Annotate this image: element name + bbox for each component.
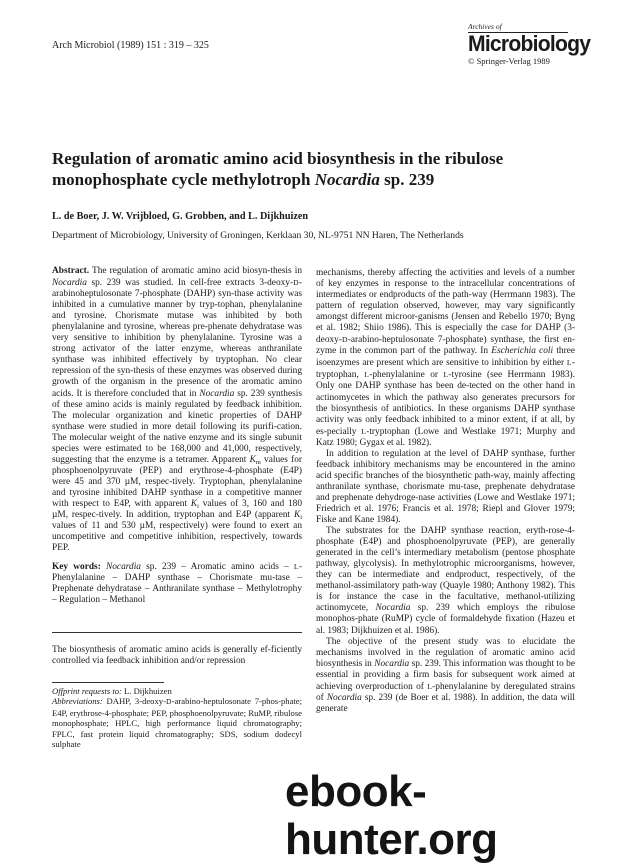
body-text: -phenylalanine by deregulated strains of <box>316 681 575 703</box>
keywords <box>52 561 302 606</box>
ki-symbol: K <box>293 510 301 521</box>
watermark: ebook-hunter.org <box>285 767 498 864</box>
abbreviations-note <box>52 696 302 749</box>
small-caps: D <box>341 335 348 345</box>
left-column <box>52 266 302 606</box>
abstract-text: values for phosphoenolpyruvate (PEP) and erythrose-4-phosphate (E4P) were 45 and 370 µM, respec-tively. Tryptophan, phenylalanine and tyrosine inhibited DAHP synthase in a competitive manner with respect to E4P, with apparent <box>52 454 303 509</box>
offprint-note <box>52 686 302 696</box>
small-caps: D <box>293 278 299 288</box>
keywords-label: Key words: <box>52 562 101 573</box>
abstract-text: sp. 239 was studied. In cell-free extracts 3-deoxy- <box>86 278 294 289</box>
small-caps: L <box>427 681 433 691</box>
journal-logo <box>468 22 591 72</box>
abbreviations-text: DAHP, 3-deoxy- <box>102 696 166 707</box>
km-symbol: K <box>249 454 256 465</box>
logo-subtitle: Archives of <box>468 22 568 33</box>
journal-reference: Arch Microbiol (1989) 151 : 319 – 325 <box>52 40 209 51</box>
body-text: three isoenzymes are present which are sensitive to inhibition by either <box>316 346 575 369</box>
footnotes <box>52 686 302 749</box>
body-text: -arabino-heptulosonate 7-phosphate) synthase, the first en-zyme in the common part of the pathway. In <box>316 335 575 357</box>
small-caps: D <box>165 697 172 707</box>
logo-wordmark: Microbiology <box>468 31 591 56</box>
article-title <box>52 148 572 190</box>
abstract-text: values of 11 and 530 µM, respectively) were found to exert an uncompetitive and competitive inhibition, respectively, towards PEP. <box>52 521 302 554</box>
abstract-label: Abstract. <box>52 266 90 276</box>
offprint-name: L. Dijkhuizen <box>121 686 172 696</box>
small-caps: L <box>566 358 572 368</box>
introduction-start: The biosynthesis of aromatic amino acids is generally ef-ficiently controlled via feedback inhibition and/or repression <box>52 645 302 667</box>
body-text: The objective of the present study was to elucidate the mechanisms involved in the regulation of aromatic amino acid biosynthesis in <box>316 636 575 669</box>
keywords-text: sp. 239 – Aromatic amino acids – <box>140 562 294 573</box>
ki-subscript: i <box>300 514 302 522</box>
small-caps: L <box>293 562 299 572</box>
organism-name: Nocardia <box>375 603 411 614</box>
small-caps: L <box>361 426 367 436</box>
small-caps: L <box>364 370 370 380</box>
keywords-text: -Phenylalanine – DAHP synthase – Chorismate mu-tase – Prephenate dehydratase – Anthranilate synthase – Methylotrophy – Regulation – Methanol <box>52 562 302 606</box>
offprint-label: Offprint requests to: <box>52 686 122 696</box>
body-text: -tryptophan, <box>316 358 575 381</box>
copyright-notice: © Springer-Verlag 1989 <box>468 56 550 66</box>
body-text: The substrates for the DAHP synthase reaction, eryth-rose-4-phosphate (E4P) and phosphoenolpyruvate (PEP), are generally generated in the cell’s intermediary metabolism (pentose phosphate pathway, glycolysis). In methylotrophic microorganisms, however, they can be intermediate and endproduct, respectively, of the methanol-assimilatory path-way (Quayle 1980; Anthony 1982). This is for instance the case in the facultative, methanol-utilizing actinomycete, <box>316 526 575 614</box>
organism-name: Nocardia <box>326 692 362 703</box>
abstract-text: -arabinoheptulosonate 7-phosphate (DAHP) syn-thase activity was inhibited in a cumulative manner by tryp-tophan, phenylalanine and tyrosine. Chorismate mutase was inhibited by both phenylalanine and tyrosine, whereas pre-phenate dehydratase was very sensitive to inhibition by phenylalanine. Tyrosine was a strong activator of the latter enzyme, whereas anthranilate synthase was inhibited effectively by tryptophan. No clear repression of the syn-thesis of these enzymes was observed during growth of the organism in the presence of the aromatic amino acids. It is therefore concluded that in <box>52 278 302 399</box>
body-text: sp. 239 which employs the ribulose monophos-phate (RuMP) cycle of formaldehyde fixation (Hazeu et al. 1983; Dijkhuizen et al. 1986). <box>316 603 575 636</box>
organism-name: Escherichia coli <box>491 346 554 357</box>
paragraph <box>316 268 575 449</box>
affiliation: Department of Microbiology, University of Groningen, Kerklaan 30, NL-9751 NN Haren, The Netherlands <box>52 230 464 241</box>
abstract-text: The regulation of aromatic amino acid biosyn-thesis in <box>89 266 302 276</box>
footnote-divider <box>52 682 164 683</box>
title-line-1: Regulation of aromatic amino acid biosynthesis in the ribulose <box>52 149 504 168</box>
title-line-2: monophosphate cycle methylotroph <box>52 170 315 189</box>
body-text: -tryptophan (Lowe and Westlake 1971; Murphy and Katz 1980; Gygax et al. 1982). <box>316 426 575 448</box>
body-text: mechanisms, thereby affecting the activities and levels of a number of key enzymes in response to the intracellular concentrations of intermediates or endproducts of the path-way (Herrmann 1983). The pattern of regulation observed, however, may vary significantly amongst different microor-ganisms (Jensen and Rebello 1970; Byng et al. 1982; Shiio 1986). This is especially the case for DAHP (3-deoxy- <box>316 268 575 346</box>
section-divider <box>52 632 302 633</box>
author-list: L. de Boer, J. W. Vrijbloed, G. Grobben, and L. Dijkhuizen <box>52 211 309 222</box>
organism-name: Nocardia <box>374 658 410 669</box>
paragraph: In addition to regulation at the level of DAHP synthase, further feedback inhibitory mechanisms may be encountered in the amino acid specific branches of the biosynthetic path-way, mainly affecting anthranilate synthase, chorismate mu-tase, prephenate dehydratase and prephenate dehydroge-nase activities (Lowe and Westlake 1971; Friedrich et al. 1976; Francis et al. 1978; Riepl and Glover 1979; Fiske and Kane 1984). <box>316 448 575 526</box>
keyword-genus: Nocardia <box>100 562 141 573</box>
body-text: sp. 239 (de Boer et al. 1988). In addition, the data will generate <box>316 692 575 714</box>
abbreviations-label: Abbreviations: <box>52 696 103 707</box>
paragraph <box>316 637 575 715</box>
right-column <box>316 268 575 715</box>
km-subscript: m <box>255 458 261 466</box>
body-text: -tyrosine (see Herrmann 1983). Only one DAHP synthase has been de-tected on the other hand in actinomycetes in which the pathway also generates precursors for the biosynthesis of antibiotics. In these organisms DAHP synthase activity was only feedback inhibited to a minor extent, if at all, by es-pecially <box>316 370 576 437</box>
body-text: -phenylalanine or <box>369 370 444 381</box>
abstract-text: values of 3, 160 and 180 µM, respec-tively. In addition, tryptophan and E4P (apparent <box>52 498 302 521</box>
ki-symbol: K <box>190 498 198 509</box>
abstract-text: sp. 239 synthesis of these amino acids is mainly regulated by feedback inhibition. The molecular organization and kinetic properties of DAHP synthase were studied in more detail following its purifi-cation. The molecular weight of the native enzyme and its single subunit species were estimated to be 168,000 and 41,000, respectively, suggesting that the enzyme is a tetramer. Apparent <box>52 388 302 465</box>
abstract-genus: Nocardia <box>199 388 235 399</box>
abstract-genus: Nocardia <box>52 278 87 289</box>
ki-subscript: i <box>197 502 199 510</box>
small-caps: L <box>443 370 449 380</box>
paragraph <box>316 526 575 636</box>
title-species: sp. 239 <box>379 170 435 189</box>
body-text: sp. 239. This information was thought to be essential in providing a firm basis for subsequent work aimed at achieving overproduction of <box>316 658 575 692</box>
abbreviations-text: -arabino-heptulosonate 7-phos-phate; E4P, erythrose-4-phosphate; PEP, phosphoenolpyruvate; RuMP, ribulose monophosphate; HPLC, high performance liquid chromatography; FPLC, fast protein liquid chromatography; SDS, sodium dodecyl sulphate <box>52 696 302 750</box>
title-genus: Nocardia <box>314 170 380 189</box>
abstract <box>52 266 302 554</box>
